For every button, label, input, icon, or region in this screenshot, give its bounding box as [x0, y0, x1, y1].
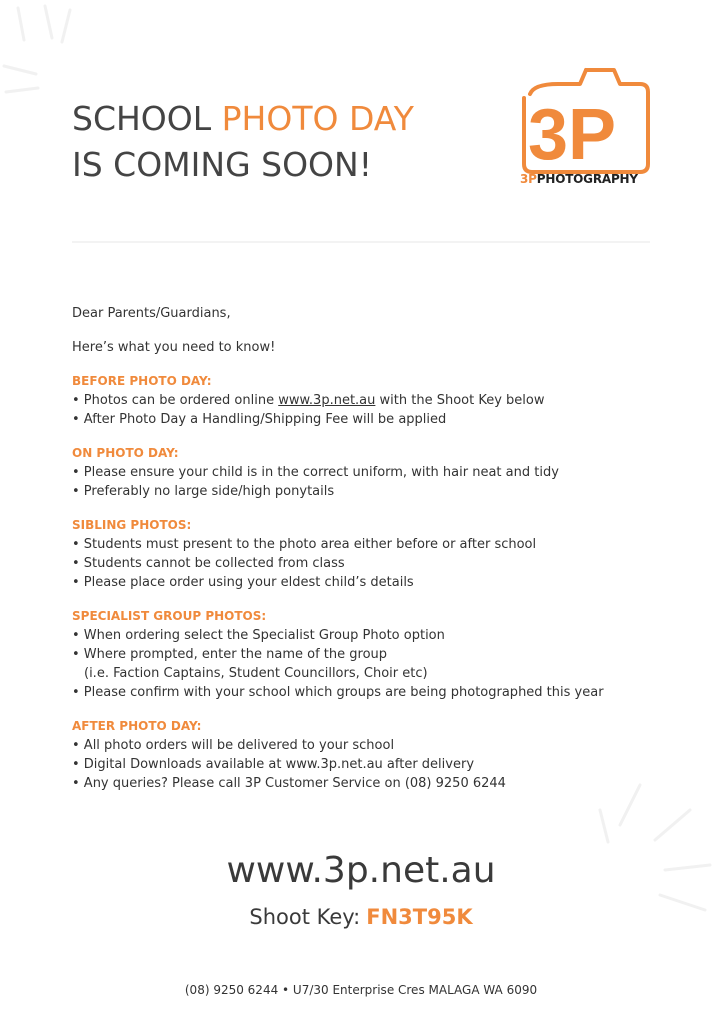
logo-caption-3p: 3P: [520, 172, 537, 186]
section-before-photo-day: [72, 372, 672, 429]
section-specialist-group-photos: [72, 607, 672, 702]
website-url: www.3p.net.au: [226, 850, 496, 891]
list-item-text: with the Shoot Key below: [375, 393, 545, 408]
letter-body: [72, 304, 672, 808]
header-divider: [72, 241, 650, 243]
decorative-burst-top-left: [0, 0, 110, 110]
logo-caption: [520, 172, 638, 186]
list-item: • Digital Downloads available at www.3p.net.au after delivery: [72, 757, 475, 772]
footer-contact: (08) 9250 6244 • U7/30 Enterprise Cres MALAGA WA 6090: [184, 983, 538, 997]
list-item: • After Photo Day a Handling/Shipping Fee will be applied: [72, 412, 447, 427]
shoot-key-code: FN3T95K: [366, 905, 473, 929]
section-heading: SIBLING PHOTOS:: [72, 518, 192, 532]
shoot-key: [0, 905, 722, 929]
list-item: • Where prompted, enter the name of the group: [72, 647, 388, 662]
list-item: • Students cannot be collected from class: [72, 556, 345, 571]
list-item-text: • Photos can be ordered online: [72, 393, 279, 408]
page-title: [72, 96, 414, 188]
title-line-coming-soon: IS COMING SOON!: [72, 145, 372, 184]
list-item: • Students must present to the photo area either before or after school: [72, 537, 537, 552]
list-item: • When ordering select the Specialist Group Photo option: [72, 628, 445, 643]
list-item: • Preferably no large side/high ponytails: [72, 484, 335, 499]
section-heading: ON PHOTO DAY:: [72, 446, 179, 460]
section-heading: BEFORE PHOTO DAY:: [72, 374, 212, 388]
list-item: • Please confirm with your school which groups are being photographed this year: [72, 685, 604, 700]
logo-mark: 3P: [528, 95, 617, 175]
section-sibling-photos: [72, 516, 672, 592]
list-item: [72, 391, 672, 410]
website-link[interactable]: www.3p.net.au: [278, 393, 376, 408]
greeting: Dear Parents/Guardians,: [72, 306, 231, 321]
section-heading: SPECIALIST GROUP PHOTOS:: [72, 609, 267, 623]
title-part-school: SCHOOL: [72, 99, 222, 138]
section-after-photo-day: [72, 717, 672, 793]
section-on-photo-day: [72, 444, 672, 501]
list-item-continuation: (i.e. Faction Captains, Student Councillors, Choir etc): [84, 666, 428, 681]
section-heading: AFTER PHOTO DAY:: [72, 719, 202, 733]
3p-camera-logo: [518, 64, 658, 189]
list-item: • Please ensure your child is in the correct uniform, with hair neat and tidy: [72, 465, 559, 480]
list-item: • All photo orders will be delivered to your school: [72, 738, 395, 753]
shoot-key-label: Shoot Key:: [249, 905, 361, 929]
intro: Here’s what you need to know!: [72, 340, 276, 355]
list-item: • Any queries? Please call 3P Customer Service on (08) 9250 6244: [72, 776, 506, 791]
list-item: • Please place order using your eldest child’s details: [72, 575, 414, 590]
title-part-photo-day: PHOTO DAY: [221, 99, 414, 138]
logo-caption-photography: PHOTOGRAPHY: [536, 172, 638, 186]
